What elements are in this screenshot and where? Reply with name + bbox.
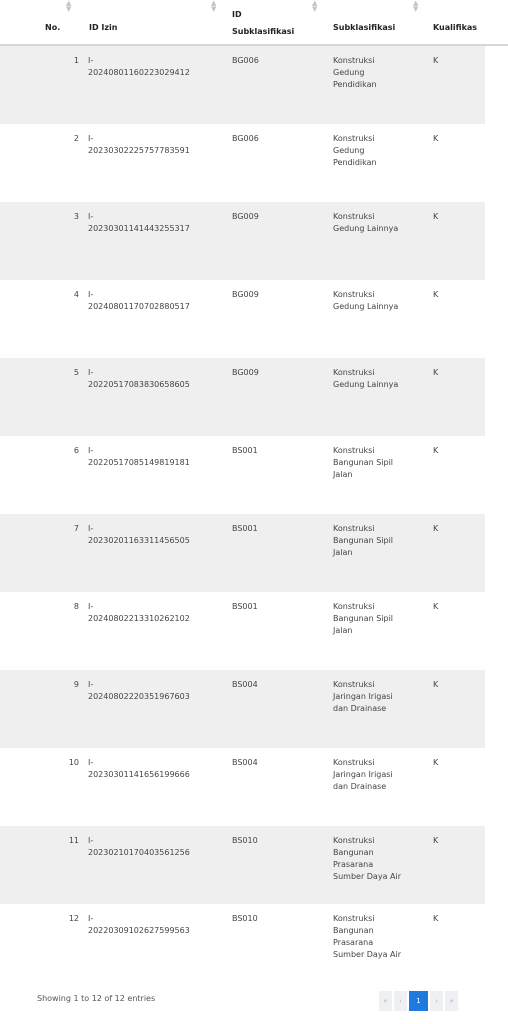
last-page-button[interactable]: » — [445, 991, 458, 1011]
first-page-button[interactable]: « — [379, 991, 392, 1011]
cell-no: 9 — [73, 680, 79, 689]
cell-id-izin: I- 20240801160223029412 — [88, 56, 190, 77]
cell-id-subklasifikasi: BS001 — [232, 602, 258, 611]
cell-id-izin: I- 20230302225757783591 — [88, 134, 190, 155]
cell-subklasifikasi: Konstruksi Gedung Pendidikan — [333, 134, 377, 167]
cell-subklasifikasi: Konstruksi Bangunan Sipil Jalan — [333, 602, 394, 635]
cell-kualifikasi: K — [433, 836, 439, 845]
cell-kualifikasi: K — [433, 914, 439, 923]
sort-icon[interactable]: ▲ ▼ — [312, 0, 318, 13]
cell-id-subklasifikasi: BG006 — [232, 56, 259, 65]
cell-no: 7 — [73, 524, 79, 533]
next-page-button[interactable]: › — [430, 991, 443, 1011]
cell-id-subklasifikasi: BS010 — [232, 836, 258, 845]
cell-subklasifikasi: Konstruksi Gedung Pendidikan — [333, 56, 377, 89]
cell-id-izin: I- 20230201163311456505 — [88, 524, 190, 545]
cell-id-izin: I- 20220517085149819181 — [88, 446, 190, 467]
cell-subklasifikasi: Konstruksi Bangunan Prasarana Sumber Daya Air — [333, 914, 401, 959]
cell-id-izin: I- 20220309102627599563 — [88, 914, 190, 935]
table-row — [0, 748, 485, 826]
header-id-izin[interactable]: ID Izin — [89, 23, 118, 32]
table-row — [0, 46, 485, 124]
cell-id-izin: I- 20230301141656199666 — [88, 758, 190, 779]
cell-subklasifikasi: Konstruksi Jaringan Irigasi dan Drainase — [333, 680, 393, 713]
pagination — [379, 991, 460, 1011]
cell-kualifikasi: K — [433, 758, 439, 767]
cell-kualifikasi: K — [433, 368, 439, 377]
cell-subklasifikasi: Konstruksi Gedung Lainnya — [333, 368, 399, 389]
cell-no: 6 — [73, 446, 79, 455]
header-no[interactable]: No. — [45, 23, 61, 32]
cell-id-izin: I- 20240802220351967603 — [88, 680, 190, 701]
cell-id-subklasifikasi: BG009 — [232, 212, 259, 221]
table-row — [0, 124, 485, 202]
cell-id-subklasifikasi: BG009 — [232, 368, 259, 377]
cell-id-izin: I- 20240801170702880517 — [88, 290, 190, 311]
table-header — [0, 0, 508, 46]
cell-no: 4 — [73, 290, 79, 299]
table-row — [0, 280, 485, 358]
prev-page-button[interactable]: ‹ — [394, 991, 407, 1011]
cell-id-subklasifikasi: BS001 — [232, 524, 258, 533]
cell-no: 10 — [68, 758, 79, 767]
cell-no: 11 — [68, 836, 79, 845]
cell-no: 1 — [73, 56, 79, 65]
cell-kualifikasi: K — [433, 290, 439, 299]
entries-info: Showing 1 to 12 of 12 entries — [37, 994, 156, 1003]
cell-kualifikasi: K — [433, 680, 439, 689]
cell-no: 12 — [68, 914, 79, 923]
cell-subklasifikasi: Konstruksi Gedung Lainnya — [333, 290, 399, 311]
header-subklasifikasi[interactable]: Subklasifikasi — [333, 23, 396, 32]
table-row — [0, 826, 485, 904]
table-row — [0, 358, 485, 436]
cell-kualifikasi: K — [433, 56, 439, 65]
cell-subklasifikasi: Konstruksi Bangunan Prasarana Sumber Daya Air — [333, 836, 401, 881]
table-row — [0, 202, 485, 280]
cell-subklasifikasi: Konstruksi Gedung Lainnya — [333, 212, 399, 233]
cell-kualifikasi: K — [433, 134, 439, 143]
cell-kualifikasi: K — [433, 524, 439, 533]
sort-icon[interactable]: ▲ ▼ — [66, 0, 72, 13]
cell-subklasifikasi: Konstruksi Bangunan Sipil Jalan — [333, 446, 394, 479]
table-row — [0, 904, 485, 982]
cell-id-subklasifikasi: BG006 — [232, 134, 259, 143]
cell-id-izin: I- 20230210170403561256 — [88, 836, 190, 857]
cell-no: 3 — [73, 212, 79, 221]
cell-id-subklasifikasi: BG009 — [232, 290, 259, 299]
table-row — [0, 436, 485, 514]
cell-id-subklasifikasi: BS004 — [232, 758, 258, 767]
cell-id-izin: I- 20230301141443255317 — [88, 212, 190, 233]
table-row — [0, 514, 485, 592]
page-1-button[interactable]: 1 — [409, 991, 428, 1011]
sort-icon[interactable]: ▲ ▼ — [211, 0, 217, 13]
sort-icon[interactable]: ▲ ▼ — [413, 0, 419, 13]
header-id-subklasifikasi[interactable]: ID Subklasifikasi — [232, 10, 295, 36]
table-footer — [0, 982, 508, 1024]
cell-id-izin: I- 20240802213310262102 — [88, 602, 190, 623]
cell-kualifikasi: K — [433, 602, 439, 611]
cell-id-subklasifikasi: BS010 — [232, 914, 258, 923]
cell-kualifikasi: K — [433, 212, 439, 221]
table-row — [0, 592, 485, 670]
cell-kualifikasi: K — [433, 446, 439, 455]
cell-subklasifikasi: Konstruksi Jaringan Irigasi dan Drainase — [333, 758, 393, 791]
cell-id-subklasifikasi: BS004 — [232, 680, 258, 689]
cell-no: 2 — [73, 134, 79, 143]
cell-id-izin: I- 20220517083830658605 — [88, 368, 190, 389]
cell-id-subklasifikasi: BS001 — [232, 446, 258, 455]
cell-no: 5 — [73, 368, 79, 377]
cell-subklasifikasi: Konstruksi Bangunan Sipil Jalan — [333, 524, 394, 557]
cell-no: 8 — [73, 602, 79, 611]
table-row — [0, 670, 485, 748]
header-kualifikasi[interactable]: Kualifikas — [433, 23, 478, 32]
